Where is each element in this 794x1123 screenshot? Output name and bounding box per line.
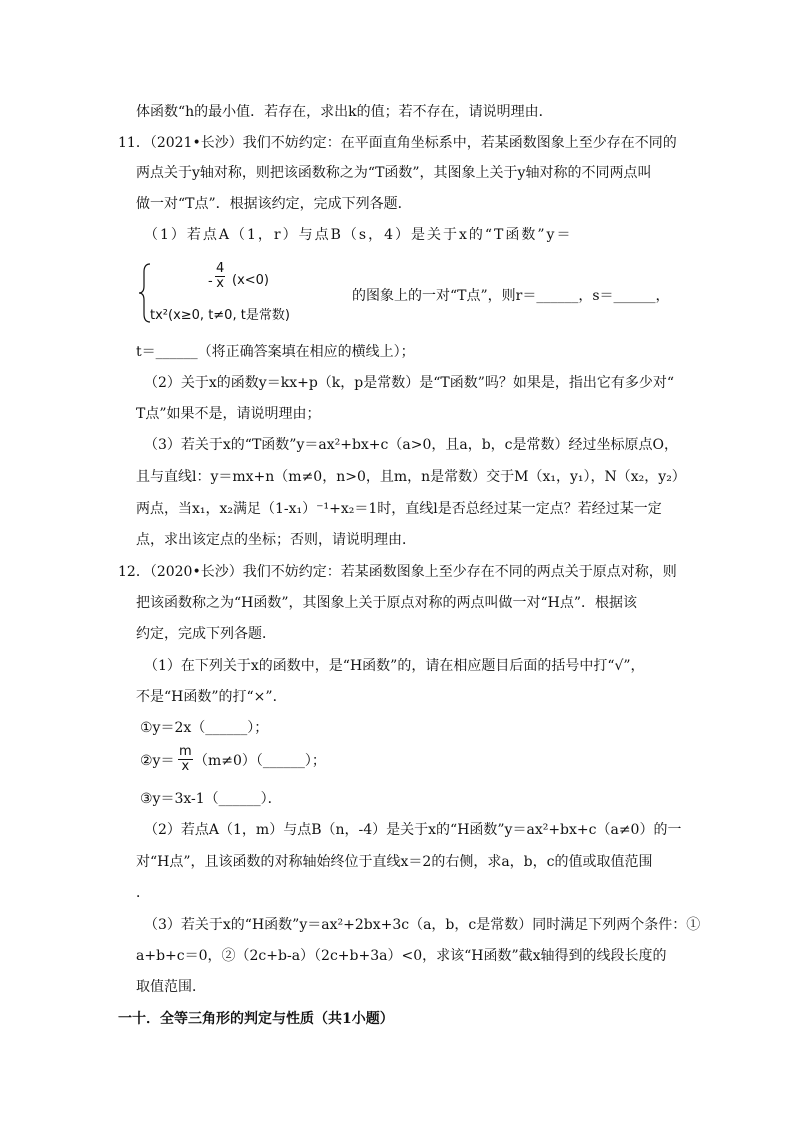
text-line: （m≠0）（______）； bbox=[194, 753, 326, 769]
text-line: a+b+c＝0，②（2c+b-a）（2c+b+3a）<0，求该“H函数”截x轴得到的线段长度的 bbox=[136, 948, 667, 964]
text-line: （2）关于x的函数y＝kx+p（k，p是常数）是“T函数”吗？如果是，指出它有多少对“ bbox=[144, 375, 675, 391]
fraction-numerator: 4 bbox=[216, 261, 225, 276]
fraction-denominator: x bbox=[181, 759, 190, 774]
section-heading: 一十．全等三角形的判定与性质（共1小题） bbox=[118, 1011, 394, 1027]
m-over-x-fraction bbox=[178, 745, 193, 774]
text-line: 两点关于y轴对称，则把该函数称之为“T函数”，其图象上关于y轴对称的不同两点叫 bbox=[136, 165, 652, 181]
text-line: ． bbox=[136, 885, 150, 901]
text-line: 体函数“h的最小值．若存在，求出k的值；若不存在，请说明理由． bbox=[136, 104, 553, 120]
text-line: 两点，当x₁，x₂满足（1-x₁）⁻¹+x₂＝1时，直线l是否总经过某一定点？若经过某一定 bbox=[136, 501, 662, 517]
text-line: 点，求出该定点的坐标；否则，请说明理由． bbox=[136, 532, 416, 548]
text-line: T点”如果不是，请说明理由； bbox=[136, 406, 321, 422]
problem-11-header: 11．（2021•长沙）我们不妨约定：在平面直角坐标系中，若某函数图象上至少存在不同的 bbox=[118, 135, 677, 151]
text-line: 不是“H函数”的打“×”． bbox=[136, 689, 287, 705]
piece1-sign: - bbox=[208, 274, 213, 289]
piece2: tx²(x≥0, t≠0, t是常数) bbox=[150, 308, 290, 323]
text-line: 约定，完成下列各题． bbox=[136, 626, 276, 642]
text-line: （2）若点A（1，m）与点B（n，-4）是关于x的“H函数”y＝ax²+bx+c（a≠0）的一 bbox=[144, 822, 682, 838]
text-line: （3）若关于x的“H函数”y＝ax²+2bx+3c（a，b，c是常数）同时满足下列两个条件：① bbox=[144, 917, 701, 933]
fraction-denominator: x bbox=[216, 276, 224, 291]
text-line: ③y＝3x-1（______）． bbox=[140, 791, 282, 807]
problem-12-header: 12．（2020•长沙）我们不妨约定：若某函数图象上至少存在不同的两点关于原点对称，则 bbox=[118, 564, 677, 580]
text-line: 的图象上的一对“T点”，则r＝______，s＝______， bbox=[352, 288, 670, 304]
text-line: ②y＝ bbox=[140, 753, 175, 769]
text-line: 且与直线l：y＝mx+n（m≠0，n>0，且m，n是常数）交于M（x₁，y₁），N（x₂，y₂） bbox=[136, 469, 686, 485]
text-line: t＝______（将正确答案填在相应的横线上）； bbox=[136, 344, 415, 360]
text-line: 做一对“T点”．根据该约定，完成下列各题． bbox=[136, 196, 412, 212]
fraction-numerator: m bbox=[179, 744, 192, 759]
text-line: 取值范围． bbox=[136, 979, 206, 995]
text-line: （1）若点A（1，r）与点B（s，4）是关于x的“T函数”y＝ bbox=[144, 227, 573, 243]
text-line: ①y＝2x（______）； bbox=[140, 720, 269, 736]
text-line: （1）在下列关于x的函数中，是“H函数”的，请在相应题目后面的括号中打“√”， bbox=[144, 658, 645, 674]
text-line: 把该函数称之为“H函数”，其图象上关于原点对称的两点叫做一对“H点”．根据该 bbox=[136, 595, 638, 611]
text-line: 对“H点”，且该函数的对称轴始终位于直线x＝2的右侧，求a，b，c的值或取值范围 bbox=[136, 854, 653, 870]
piece1-condition: (x<0) bbox=[232, 273, 270, 288]
text-line: （3）若关于x的“T函数”y＝ax²+bx+c（a>0，且a，b，c是常数）经过坐标原点O， bbox=[144, 437, 678, 453]
piece1-fraction bbox=[215, 262, 225, 291]
